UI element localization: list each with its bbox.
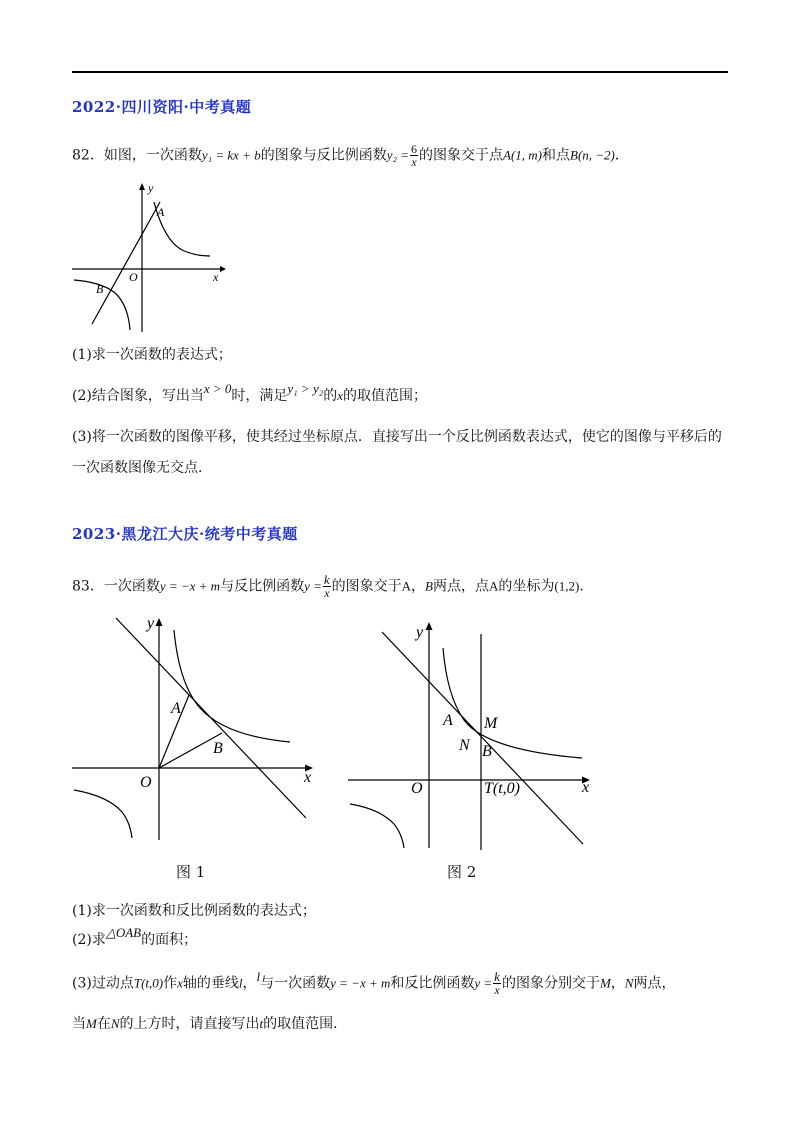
figure-2-caption: 图 2 — [447, 863, 477, 881]
q82-text-a: 如图，一次函数 — [103, 147, 202, 164]
q83-point-a: A — [401, 578, 412, 594]
q83-sub3-point-t: T(t,0) — [133, 975, 164, 991]
q83-figure-2 — [346, 616, 596, 856]
fig2-label-origin: O — [411, 780, 423, 797]
q82-point-a: A(1, m) — [503, 147, 543, 163]
fig1-label-origin: O — [140, 774, 152, 791]
q83-sub3-point-n: N — [624, 975, 634, 991]
y-axis-arrow — [139, 183, 145, 190]
fig2-label-t: T(t,0) — [484, 780, 520, 797]
q82-sub2-text-c: 的 — [323, 388, 338, 404]
q83-text-d: 两点，点 — [433, 578, 489, 595]
hyperbola-branch-3 — [74, 790, 132, 838]
q83-sub3-n: N — [110, 1016, 120, 1031]
q83-text-a: 一次函数 — [103, 578, 160, 595]
q82-inverse-lhs: y₂ = — [386, 147, 410, 163]
source-tag-2022: 2022·四川资阳·中考真题 — [72, 98, 252, 116]
q82-linear-function: y₁ = kx + b — [201, 147, 261, 163]
q83-sub3-line1 — [72, 968, 676, 997]
fraction-denominator: x — [494, 983, 500, 997]
top-rule — [72, 71, 728, 73]
q83-sub3-text-h: ， — [610, 975, 625, 992]
q83-inverse-fraction — [323, 574, 331, 599]
y-axis-arrow — [426, 622, 433, 630]
q83-sub3-text-d: ， — [242, 975, 257, 992]
q83-sub3-text-when: 当 — [72, 1016, 86, 1032]
q82-inverse-fraction — [410, 143, 418, 168]
q83-point-b: B — [425, 578, 433, 594]
q82-text-b: 的图象与反比例函数 — [260, 147, 387, 164]
graph-label-origin: O — [129, 270, 138, 284]
fig2-label-x: x — [582, 779, 590, 796]
q83-point-a2: A — [489, 578, 499, 594]
fraction-numerator: 6 — [411, 142, 418, 156]
fig2-label-y: y — [416, 624, 424, 641]
q83-figure-1 — [70, 612, 320, 852]
q83-sub3-m: M — [86, 1016, 97, 1031]
q82-sub2 — [72, 381, 428, 406]
hyperbola-branch-1 — [174, 630, 290, 742]
q83-sub3-point-m: M — [599, 975, 611, 991]
source-tag-2023: 2023·黑龙江大庆·统考中考真题 — [72, 525, 298, 543]
q82-sub1: (1)求一次函数的表达式； — [72, 347, 232, 363]
q82-sub2-text-b: 时，满足 — [231, 388, 288, 404]
q83-sub2 — [72, 925, 198, 950]
q82-text-e: ． — [614, 147, 629, 164]
q82-sub2-text-d: 的取值范围； — [343, 388, 428, 404]
fraction-denominator: x — [411, 155, 417, 169]
q83-inverse-lhs: y = — [304, 578, 322, 594]
hyperbola-branch-3 — [350, 804, 404, 848]
q82-sub2-condition-x: x > 0 — [203, 381, 232, 396]
q83-sub3-var-t: t — [259, 1016, 264, 1031]
q83-sub3-line2 — [72, 1014, 347, 1034]
fig2-label-n: N — [459, 737, 470, 754]
q82-sub3-line2: 一次函数图像无交点． — [72, 460, 212, 476]
linear-function-line — [92, 202, 160, 324]
q83-sub1: (1)求一次函数和反比例函数的表达式； — [72, 903, 316, 919]
q83-sub3-var-x: x — [177, 975, 183, 991]
q82-sub2-var-x: x — [337, 388, 344, 403]
q83-sub3-line-l2: l — [256, 968, 261, 984]
q83-sub3-linear-function: y = −x + m — [330, 975, 391, 991]
fraction-numerator: k — [494, 969, 500, 984]
x-axis-arrow — [220, 266, 226, 272]
fig2-label-b: B — [482, 743, 492, 760]
fig1-label-x: x — [304, 769, 312, 786]
q83-comma: ， — [411, 578, 426, 595]
q83-sub2-text-b: 的面积； — [141, 932, 198, 948]
figure-1-caption: 图 1 — [176, 863, 206, 881]
q83-sub3-line-l: l — [238, 975, 243, 991]
q83-sub2-text-a: (2)求 — [72, 932, 106, 948]
q83-sub3-inverse-lhs: y = — [474, 975, 493, 991]
q83-text-f: ． — [579, 578, 594, 595]
fraction-numerator: k — [323, 572, 330, 587]
q83-coord-a: (1,2) — [554, 578, 580, 594]
q82-number: 82． — [72, 147, 104, 164]
q82-sub2-text-a: (2)结合图象，写出当 — [72, 388, 204, 404]
fig2-label-a: A — [443, 712, 453, 729]
q83-sub3-text-c: 轴的垂线 — [182, 975, 239, 992]
q82-graph — [70, 180, 230, 335]
q83-sub2-triangle: △OAB — [105, 925, 142, 940]
q82-text-d: 和点 — [542, 147, 571, 164]
fig1-label-y: y — [147, 615, 155, 632]
q83-number: 83． — [72, 578, 104, 595]
q83-sub3-text-e: 与一次函数 — [260, 975, 331, 992]
q83-linear-function: y = −x + m — [159, 578, 221, 594]
fig2-label-m: M — [484, 715, 498, 732]
q83-sub3-text-range: 的取值范围． — [263, 1016, 348, 1032]
q83-text-b: 与反比例函数 — [220, 578, 305, 595]
graph-label-y: y — [148, 181, 154, 195]
fig1-label-a: A — [171, 700, 181, 717]
q83-sub3-text-g: 的图象分别交于 — [501, 975, 600, 992]
q82-statement — [72, 143, 629, 168]
fraction-denominator: x — [324, 586, 330, 600]
graph-label-b: B — [96, 282, 104, 296]
fig1-label-b: B — [213, 740, 223, 757]
q83-sub3-text-above: 的上方时，请直接写出 — [119, 1016, 260, 1032]
q83-sub3-text-b: 作 — [163, 975, 178, 992]
q83-sub3-text-f: 和反比例函数 — [390, 975, 475, 992]
q83-sub3-text-a: (3)过动点 — [72, 975, 134, 992]
q83-statement — [72, 574, 593, 599]
graph-label-x: x — [213, 270, 219, 284]
q83-sub3-inverse-fraction — [493, 971, 501, 996]
y-axis-arrow — [156, 618, 163, 626]
q82-sub2-condition-y: y₁ > y₂ — [287, 381, 324, 396]
q83-text-c: 的图象交于 — [331, 578, 402, 595]
q82-point-b: B(n, −2) — [570, 147, 615, 163]
q82-sub3-line1: (3)将一次函数的图像平移，使其经过坐标原点．直接写出一个反比例函数表达式，使它的图像与平移后的 — [72, 429, 722, 445]
q83-text-e: 的坐标为 — [498, 578, 555, 595]
q82-text-c: 的图象交于点 — [419, 147, 504, 164]
q83-sub3-text-at: 在 — [96, 1016, 111, 1032]
linear-function-line — [382, 632, 583, 844]
q83-sub3-text-i: 两点， — [633, 975, 676, 992]
graph-label-a: A — [157, 205, 165, 219]
